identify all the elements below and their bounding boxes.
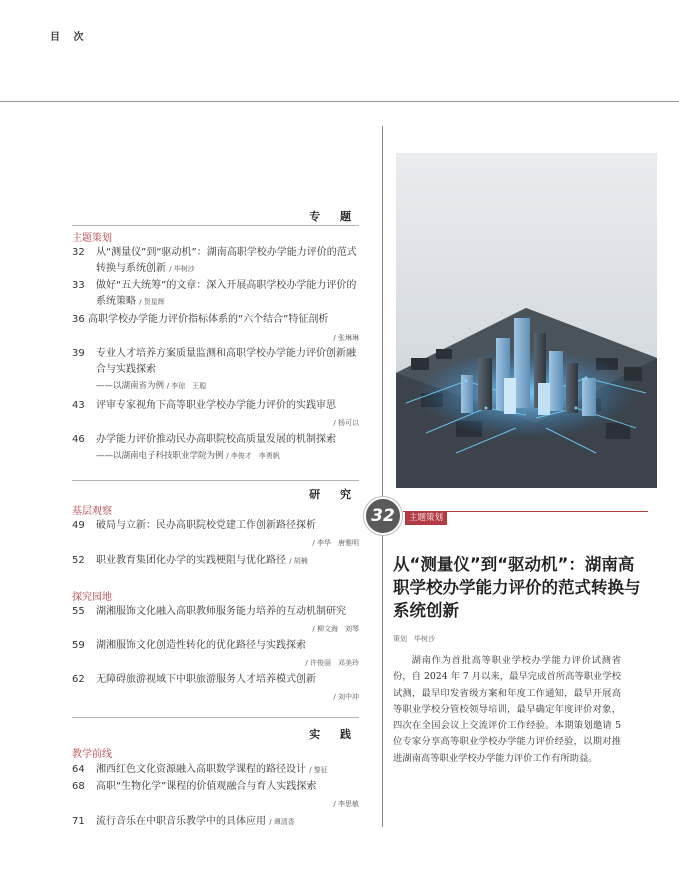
entry-author: / 杨可以 [333, 419, 359, 427]
entry-title: 职业教育集团化办学的实践梗阻与优化路径 [96, 555, 286, 566]
entry-author: / 张琳琳 [333, 334, 359, 342]
entry-subtitle: ——以湖南省为例 [96, 381, 165, 391]
entry-title: 湖湘服饰文化融入高职教师服务能力培养的互动机制研究 [96, 606, 346, 617]
entry-page-number: 43 [72, 400, 85, 411]
entry-author: / 贺星辉 [139, 298, 165, 306]
entry-page-number: 36 [72, 314, 85, 325]
entry-title: 无障碍旅游视域下中职旅游服务人才培养模式创新 [96, 674, 316, 685]
toc-entry[interactable] [72, 672, 359, 688]
entry-title: 流行音乐在中职音乐教学中的具体应用 [96, 816, 266, 827]
column-divider [382, 126, 383, 827]
page-number-badge [364, 497, 402, 535]
entry-page-number: 49 [72, 520, 85, 531]
section-heading-zhuanti: 专 题 [309, 210, 359, 223]
toc-entry[interactable] [72, 518, 359, 534]
entry-author: / 李华 唐雅明 [312, 539, 359, 547]
toc-entry[interactable] [72, 779, 359, 795]
entry-author: / 许俊丽 邓美玲 [305, 659, 359, 667]
entry-title: 评审专家视角下高等职业学校办学能力评价的实践审思 [96, 400, 336, 411]
entry-author: / 李琼 王聪 [166, 382, 207, 390]
entry-page-number: 71 [72, 816, 85, 827]
entry-title: 高职“生物化学”课程的价值观融合与育人实践探索 [96, 781, 317, 792]
feature-byline: 策划 毕树沙 [393, 635, 435, 643]
entry-title: 高职学校办学能力评价指标体系的“六个结合”特征剖析 [88, 314, 329, 325]
section-rule [72, 480, 359, 481]
entry-page-number: 39 [72, 348, 85, 359]
entry-page-number: 64 [72, 764, 85, 775]
feature-page-number: 32 [371, 506, 395, 526]
entry-author: / 毕树沙 [169, 265, 195, 273]
category-tanjiu-yuandi: 探究园地 [72, 592, 112, 603]
entry-author: / 谭清香 [269, 818, 295, 826]
entry-subtitle: ——以湖南电子科技职业学院为例 [96, 451, 224, 461]
entry-page-number: 55 [72, 606, 85, 617]
toc-entry[interactable] [72, 553, 359, 569]
feature-title: 从“测量仪”到“驱动机”：湖南高职学校办学能力评价的范式转换与系统创新 [393, 555, 641, 620]
section-heading-yanjiu: 研 究 [309, 488, 359, 501]
entry-title: 破局与立新：民办高职院校党建工作创新路径探析 [96, 520, 316, 531]
toc-entry[interactable] [72, 814, 359, 830]
entry-author: / 胡楠 [289, 557, 308, 565]
toc-entry[interactable] [72, 638, 359, 654]
section-rule [72, 717, 359, 718]
feature-body: 湖南作为首批高等职业学校办学能力评价试测省份，自 2024 年 7 月以来，最早完成首所高等职业学校试测，最早印发省级方案和年度工作通知，最早开展高等职业学校分管校领导培训，最早确定年度评价对象，四次在全国会议上交流评价工作经验。本期策划邀请 5 位专家分享高等职业学校办学能力评价经验，以期对推进湖南高等职业学校办学能力评价工作有所助益。 [393, 655, 621, 764]
entry-title: 从“测量仪”到“驱动机”：湖南高职学校办学能力评价的范式转换与系统创新 [96, 247, 357, 274]
toc-entry[interactable] [72, 398, 359, 414]
toc-entry[interactable] [72, 432, 359, 464]
section-heading-shijian: 实 践 [309, 728, 359, 741]
feature-category-tag: 主题策划 [405, 511, 447, 525]
entry-title: 做好“五大统筹”的文章：深入开展高职学校办学能力评价的系统策略 [96, 280, 357, 307]
toc-entry[interactable] [72, 346, 359, 394]
entry-author: / 李俊才 李勇帆 [226, 452, 280, 460]
entry-author: / 黎征 [309, 766, 328, 774]
entry-title: 专业人才培养方案质量监测和高职学校办学能力评价创新融合与实践探索 [96, 348, 356, 375]
toc-entry[interactable] [72, 604, 359, 620]
category-jiaoxue-qianxian: 教学前线 [72, 749, 112, 760]
entry-author: / 柳文海 刘琴 [312, 625, 359, 633]
toc-label: 目 次 [50, 32, 89, 43]
entry-title: 湖湘服饰文化创造性转化的优化路径与实践探索 [96, 640, 306, 651]
header-band [0, 0, 679, 102]
entry-page-number: 46 [72, 434, 85, 445]
category-zhuti-cehua: 主题策划 [72, 233, 112, 244]
entry-page-number: 52 [72, 555, 85, 566]
entry-page-number: 68 [72, 781, 85, 792]
entry-title: 湘西红色文化资源融入高职数学课程的路径设计 [96, 764, 306, 775]
toc-entry[interactable] [72, 278, 359, 310]
entry-title: 办学能力评价推动民办高职院校高质量发展的机制探索 [96, 434, 336, 445]
toc-entry[interactable] [72, 245, 359, 277]
section-rule [72, 225, 359, 226]
entry-page-number: 33 [72, 280, 85, 291]
category-jiceng-guancha: 基层观察 [72, 506, 112, 517]
toc-entry[interactable] [72, 762, 359, 778]
entry-author: / 刘中冲 [333, 693, 359, 701]
feature-image [396, 153, 657, 488]
entry-page-number: 59 [72, 640, 85, 651]
entry-page-number: 32 [72, 247, 85, 258]
toc-entry[interactable] [72, 312, 359, 328]
entry-page-number: 62 [72, 674, 85, 685]
entry-author: / 李思敏 [333, 800, 359, 808]
